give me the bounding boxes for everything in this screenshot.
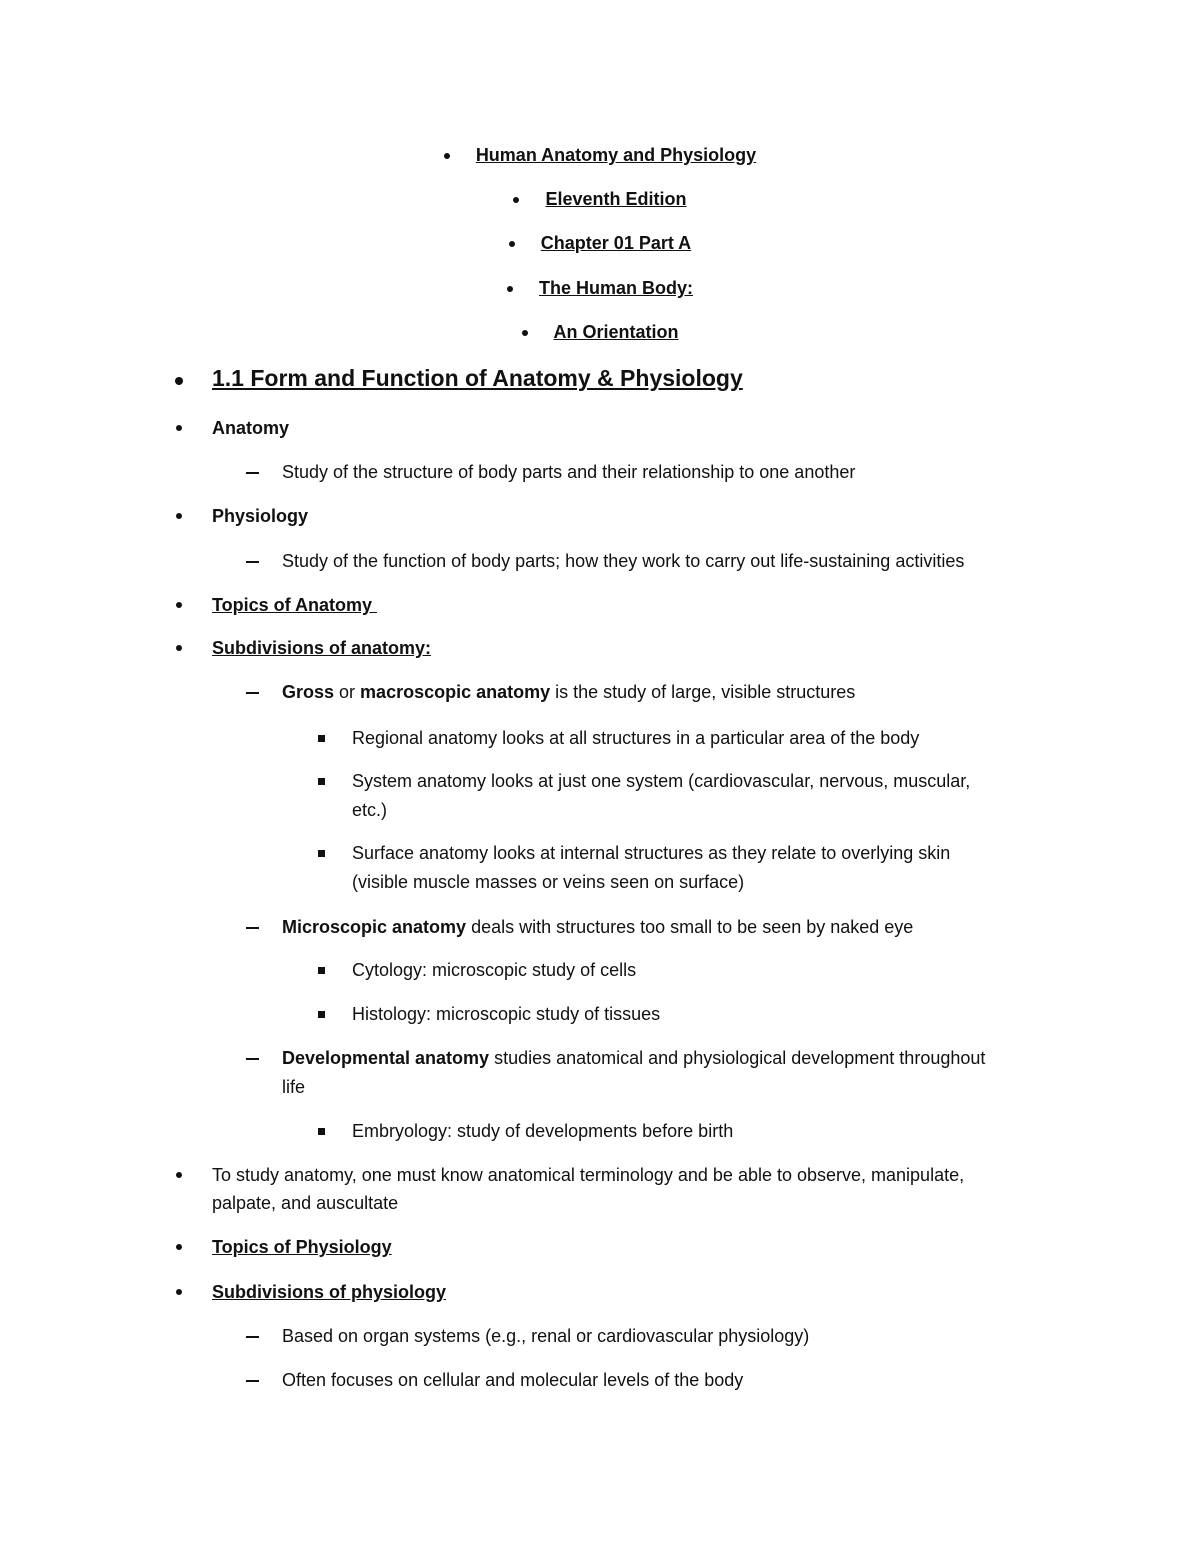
bullet-icon [509, 241, 515, 247]
dash-icon [246, 561, 259, 563]
square-bullet-icon [318, 1011, 325, 1018]
title-line: The Human Body: [0, 274, 1200, 302]
bullet-icon [176, 425, 182, 431]
square-bullet-icon [318, 778, 325, 785]
bullet-icon [513, 197, 519, 203]
dash-icon [246, 692, 259, 694]
section-heading: 1.1 Form and Function of Anatomy & Physiology [0, 364, 1200, 396]
bullet-icon [176, 513, 182, 519]
dash-icon [246, 927, 259, 929]
dash-icon [246, 1058, 259, 1060]
bullet-icon [507, 286, 513, 292]
dash-icon [246, 472, 259, 474]
bullet-icon [176, 1289, 182, 1295]
bullet-icon [522, 330, 528, 336]
title-line: Eleventh Edition [0, 185, 1200, 213]
document-page: Human Anatomy and Physiology Eleventh Edition Chapter 01 Part A The Human Body: An Orientation 1.1 Form and Function of Anatomy & Physiology Anatomy Study of the structure of body parts and their relationship to one another Physiology Study of the function of body parts; how they work to carry out life-sustaining activities Topics of Anatomy Subdivisions of anatomy: Gross or macroscopic anatomy is the study of large, visible structures Regional anatomy looks at all structures in a particular area of the body System anatomy looks at just one system (cardiovascular, nervous, muscular, etc.) Surface anatomy looks at internal structures as they relate to overlying skin (visible muscle masses or veins seen on surface) Microscopic anatomy deals with structures too small to be seen by naked eye Cytology: microscopic study of cells Histology: microscopic study of tissues Developmental anatomy studies anatomical and physiological development throughout life Embryology: study of developments before birth To study anatomy, one must know anatomical terminology and be able to observe, manipulate, palpate, and auscultate Topics of Physiology Subdivisions of physiology Based on organ systems (e.g., renal or cardiovascular physiology) Often focuses on cellular and molecular levels of the body [0, 0, 1200, 1553]
square-bullet-icon [318, 967, 325, 974]
dash-icon [246, 1380, 259, 1382]
bullet-icon [176, 645, 182, 651]
bullet-icon [175, 377, 183, 385]
title-line: An Orientation [0, 318, 1200, 346]
square-bullet-icon [318, 850, 325, 857]
bullet-icon [176, 602, 182, 608]
dash-icon [246, 1336, 259, 1338]
bullet-icon [176, 1244, 182, 1250]
title-line: Human Anatomy and Physiology [0, 141, 1200, 169]
title-line: Chapter 01 Part A [0, 229, 1200, 257]
square-bullet-icon [318, 1128, 325, 1135]
square-bullet-icon [318, 735, 325, 742]
bullet-icon [176, 1172, 182, 1178]
bullet-icon [444, 153, 450, 159]
